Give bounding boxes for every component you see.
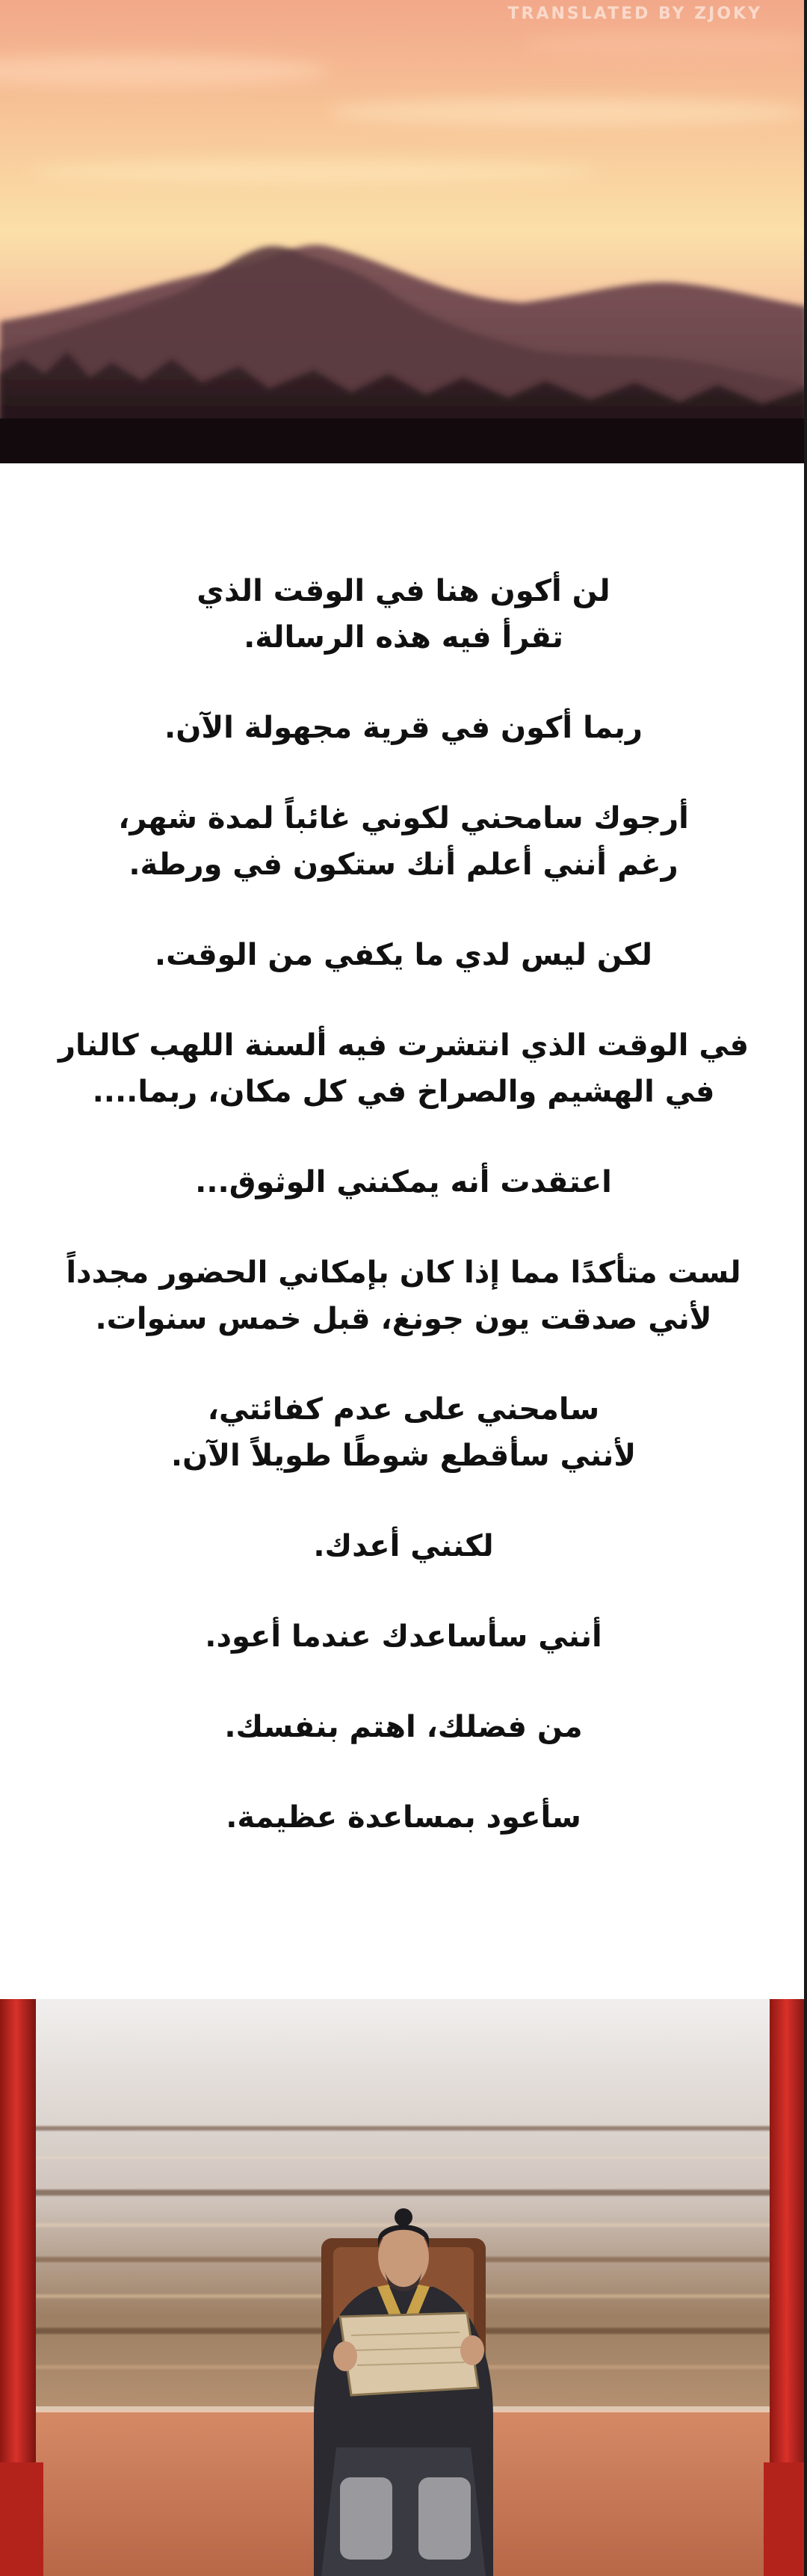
- throne-reading-illustration: [0, 1999, 807, 2576]
- letter-line: لأني صدقت يون جونغ، قبل خمس سنوات.: [95, 1302, 712, 1336]
- letter-paragraph: [0, 1250, 807, 1342]
- letter-paragraph: [0, 1386, 807, 1479]
- letter-paragraph: [0, 705, 807, 751]
- throne-reading-panel: [0, 1999, 807, 2576]
- letter-line: لكنني أعدك.: [313, 1529, 494, 1563]
- page-right-border: [804, 0, 807, 2576]
- letter-paragraph: [0, 1159, 807, 1205]
- letter-line: لكن ليس لدي ما يكفي من الوقت.: [154, 938, 653, 972]
- letter-paragraph: [0, 1613, 807, 1660]
- letter-line: سامحني على عدم كفائتي،: [207, 1392, 600, 1427]
- letter-line: تقرأ فيه هذه الرسالة.: [244, 620, 563, 655]
- letter-paragraph: [0, 795, 807, 888]
- letter-paragraph: [0, 568, 807, 661]
- letter-line: في الهشيم والصراخ في كل مكان، ربما....: [92, 1075, 715, 1109]
- translation-credit: TRANSLATED BY ZJOKY: [507, 4, 762, 23]
- letter-line: لأنني سأقطع شوطًا طويلاً الآن.: [170, 1439, 637, 1473]
- letter-line: اعتقدت أنه يمكنني الوثوق...: [195, 1165, 612, 1199]
- letter-line: سأعود بمساعدة عظيمة.: [226, 1800, 581, 1835]
- letter-paragraph: [0, 1704, 807, 1750]
- letter-line: لست متأكدًا مما إذا كان بإمكاني الحضور مجدداً: [66, 1255, 741, 1290]
- letter-paragraph: [0, 1523, 807, 1569]
- letter-paragraph: [0, 932, 807, 978]
- letter-line: أنني سأساعدك عندما أعود.: [205, 1619, 602, 1654]
- letter-paragraph: [0, 1022, 807, 1115]
- sunset-mountain-panel: [0, 0, 807, 463]
- letter-text: [0, 568, 807, 1885]
- letter-line: أرجوك سامحني لكوني غائباً لمدة شهر،: [118, 801, 689, 835]
- letter-line: في الوقت الذي انتشرت فيه ألسنة اللهب كالنار: [58, 1028, 749, 1063]
- letter-line: لن أكون هنا في الوقت الذي: [197, 574, 610, 608]
- letter-paragraph: [0, 1794, 807, 1841]
- letter-line: رغم أنني أعلم أنك ستكون في ورطة.: [129, 847, 678, 882]
- letter-line: من فضلك، اهتم بنفسك.: [224, 1710, 583, 1744]
- letter-line: ربما أكون في قرية مجهولة الآن.: [164, 711, 643, 745]
- sunset-mountain-illustration: [0, 0, 807, 463]
